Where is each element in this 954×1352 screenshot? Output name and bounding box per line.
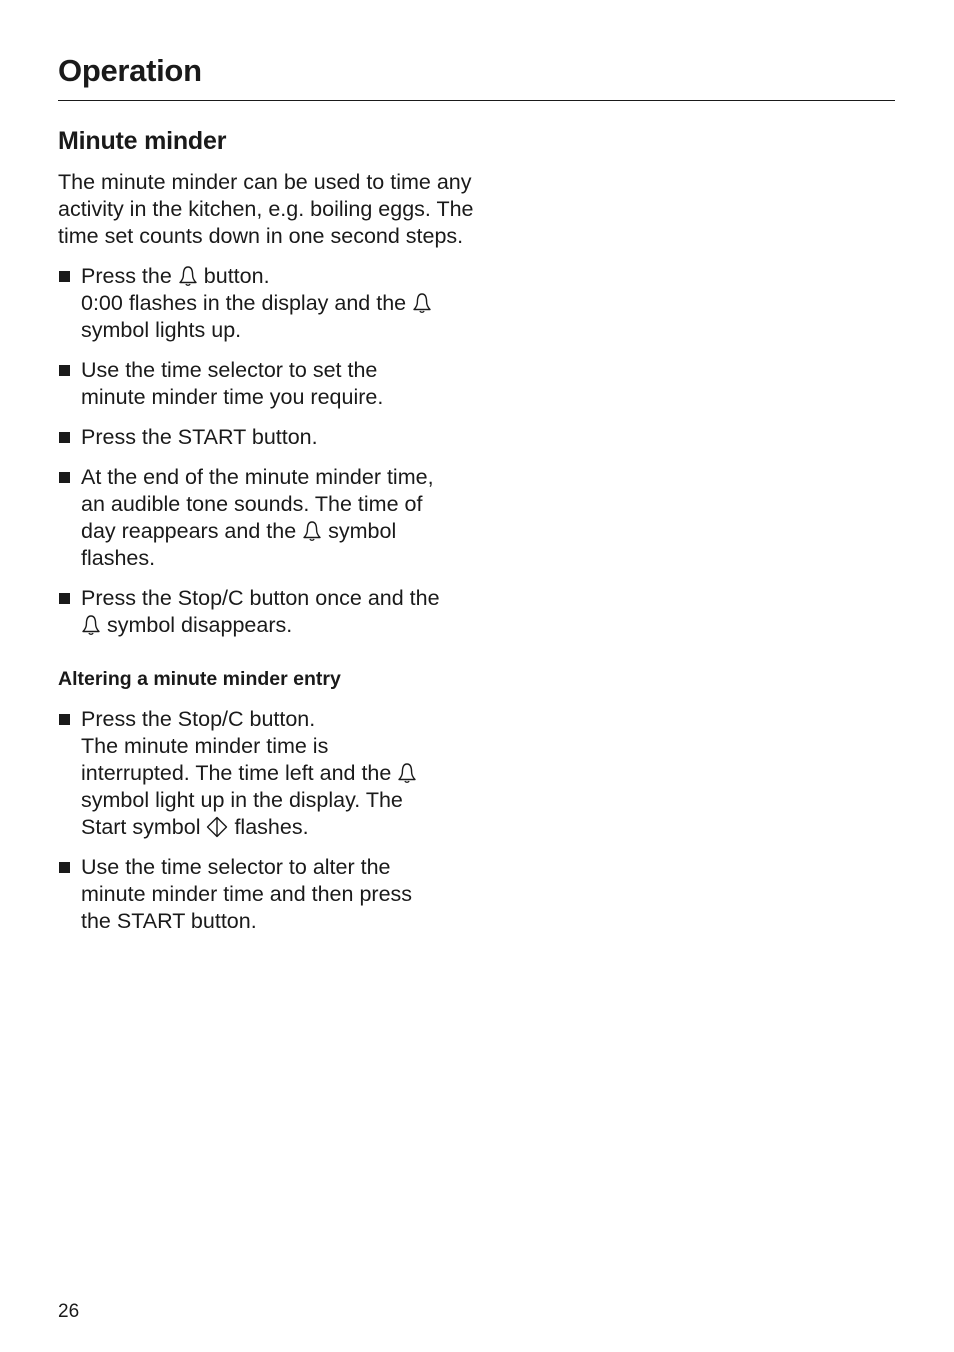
intro-paragraph: The minute minder can be used to time any activity in the kitchen, e.g. boiling eggs. The time set counts down in one second steps. [58,170,474,248]
page-number: 26 [58,1301,80,1322]
bell-icon [302,520,322,542]
bell-icon [178,265,198,287]
subsection-title: Altering a minute minder entry [58,668,341,690]
bullet-square-icon [59,593,70,604]
minute-minder-steps [58,263,478,639]
start-diamond-icon [206,816,228,838]
bell-icon [397,762,417,784]
bullet-square-icon [59,472,70,483]
bullet-square-icon [59,432,70,443]
bullet-square-icon [59,271,70,282]
bullet-square-icon [59,862,70,873]
list-item: At the end of the minute minder time, an audible tone sounds. The time of day reappears and the symbol flashes. [58,464,478,572]
header-divider [58,100,895,101]
bell-icon [81,614,101,636]
list-item: Use the time selector to set the minute minder time you require. [58,357,478,411]
bullet-square-icon [59,365,70,376]
list-item: Press the START button. [58,424,478,451]
list-item: Use the time selector to alter the minute minder time and then press the START button. [58,854,478,935]
content-column [58,169,478,948]
list-item: Press the button. 0:00 flashes in the display and the symbol lights up. [58,263,478,344]
bell-icon [412,292,432,314]
bullet-square-icon [59,714,70,725]
page-title: Operation [58,53,202,88]
altering-entry-steps [58,706,478,935]
section-title: Minute minder [58,127,227,155]
list-item: Press the Stop/C button. The minute minder time is interrupted. The time left and the symbol light up in the display. The Start symbol flashes. [58,706,478,841]
list-item: Press the Stop/C button once and the symbol disappears. [58,585,478,639]
